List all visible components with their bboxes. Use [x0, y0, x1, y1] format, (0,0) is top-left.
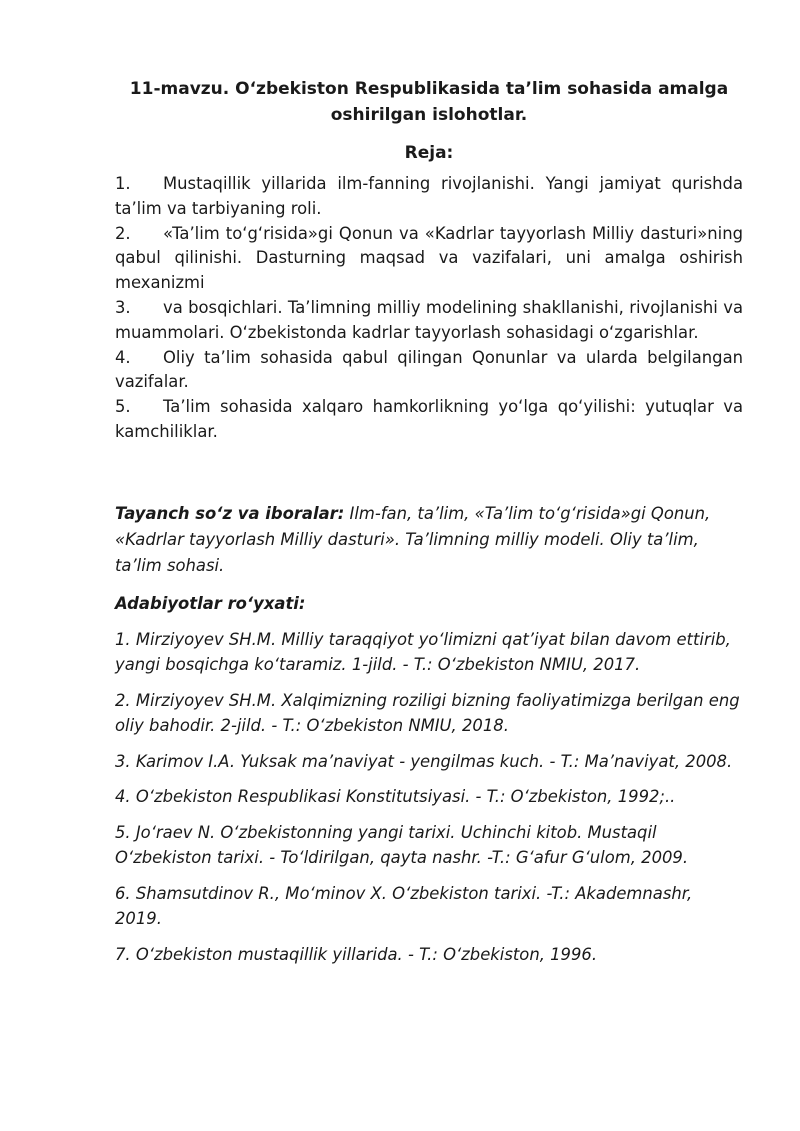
plan-item-number: 1. [115, 174, 131, 193]
reference-item: 2. Mirziyoyev SH.M. Xalqimizning roziligi bizning faoliyatimizga berilgan eng oliy bahodir. 2-jild. - T.: O‘zbekiston NMIU, 2018. [115, 690, 740, 736]
plan-list [115, 172, 743, 445]
plan-item-text: Oliy ta’lim sohasida qabul qilingan Qonunlar va ularda belgilangan vazifalar. [115, 347, 743, 392]
plan-item-number: 5. [115, 397, 131, 417]
reference-item: 3. Karimov I.A. Yuksak ma’naviyat - yengilmas kuch. - T.: Ma’naviyat, 2008. [115, 751, 733, 771]
keywords-label: Tayanch so‘z va iboralar: [115, 503, 345, 523]
plan-heading: Reja: [404, 143, 454, 163]
plan-item-text: Mustaqillik yillarida ilm-fanning rivojlanishi. Yangi jamiyat qurishda ta’lim va tarbiyaning roli. [115, 174, 743, 218]
references-heading: Adabiyotlar ro‘yxati: [115, 593, 306, 613]
plan-item [115, 395, 743, 445]
keywords-text: Ilm-fan, ta’lim, «Ta’lim to‘g‘risida»gi Qonun, «Kadrlar tayyorlash Milliy dasturi». Ta’limning milliy modeli. Oliy ta’lim, ta’lim sohasi. [115, 503, 711, 575]
reference-item: 6. Shamsutdinov R., Mo‘minov X. O‘zbekiston tarixi. -T.: Akademnashr, 2019. [115, 883, 693, 929]
plan-item [115, 172, 743, 222]
plan-item-number: 4. [115, 347, 131, 367]
references-list [115, 627, 743, 968]
plan-item [115, 222, 743, 296]
document-page [115, 76, 743, 977]
plan-item-text: va bosqichlari. Ta’limning milliy modelining shakllanishi, rivojlanishi va muammolari. O‘zbekistonda kadrlar tayyorlash sohasidagi o‘zgarishlar. [115, 297, 743, 342]
document-title: 11-mavzu. O‘zbekiston Respublikasida ta’lim sohasida amalga oshirilgan islohotlar. [129, 79, 729, 125]
plan-item-text: «Ta’lim to‘g‘risida»gi Qonun va «Kadrlar tayyorlash Milliy dasturi»ning qabul qilinishi. Dasturning maqsad va vazifalari, uni amalga oshirish mexanizmi [115, 223, 743, 293]
keywords-paragraph [115, 501, 743, 579]
reference-item: 5. Jo‘raev N. O‘zbekistonning yangi tarixi. Uchinchi kitob. Mustaqil O‘zbekiston tarixi. - To‘ldirilgan, qayta nashr. -T.: G‘afur G‘ulom, 2009. [115, 822, 689, 868]
plan-item [115, 346, 743, 396]
reference-item: 7. O‘zbekiston mustaqillik yillarida. - T.: O‘zbekiston, 1996. [115, 944, 598, 964]
plan-item-text: Ta’lim sohasida xalqaro hamkorlikning yo‘lga qo‘yilishi: yutuqlar va kamchiliklar. [115, 397, 743, 441]
plan-item-number: 2. [115, 223, 131, 243]
reference-item: 1. Mirziyoyev SH.M. Milliy taraqqiyot yo‘limizni qat’iyat bilan davom ettirib, yangi bosqichga ko‘taramiz. 1-jild. - T.: O‘zbekiston NMIU, 2017. [115, 629, 731, 675]
plan-item [115, 296, 743, 346]
plan-item-number: 3. [115, 297, 131, 317]
reference-item: 4. O‘zbekiston Respublikasi Konstitutsiyasi. - T.: O‘zbekiston, 1992;.. [115, 787, 676, 807]
